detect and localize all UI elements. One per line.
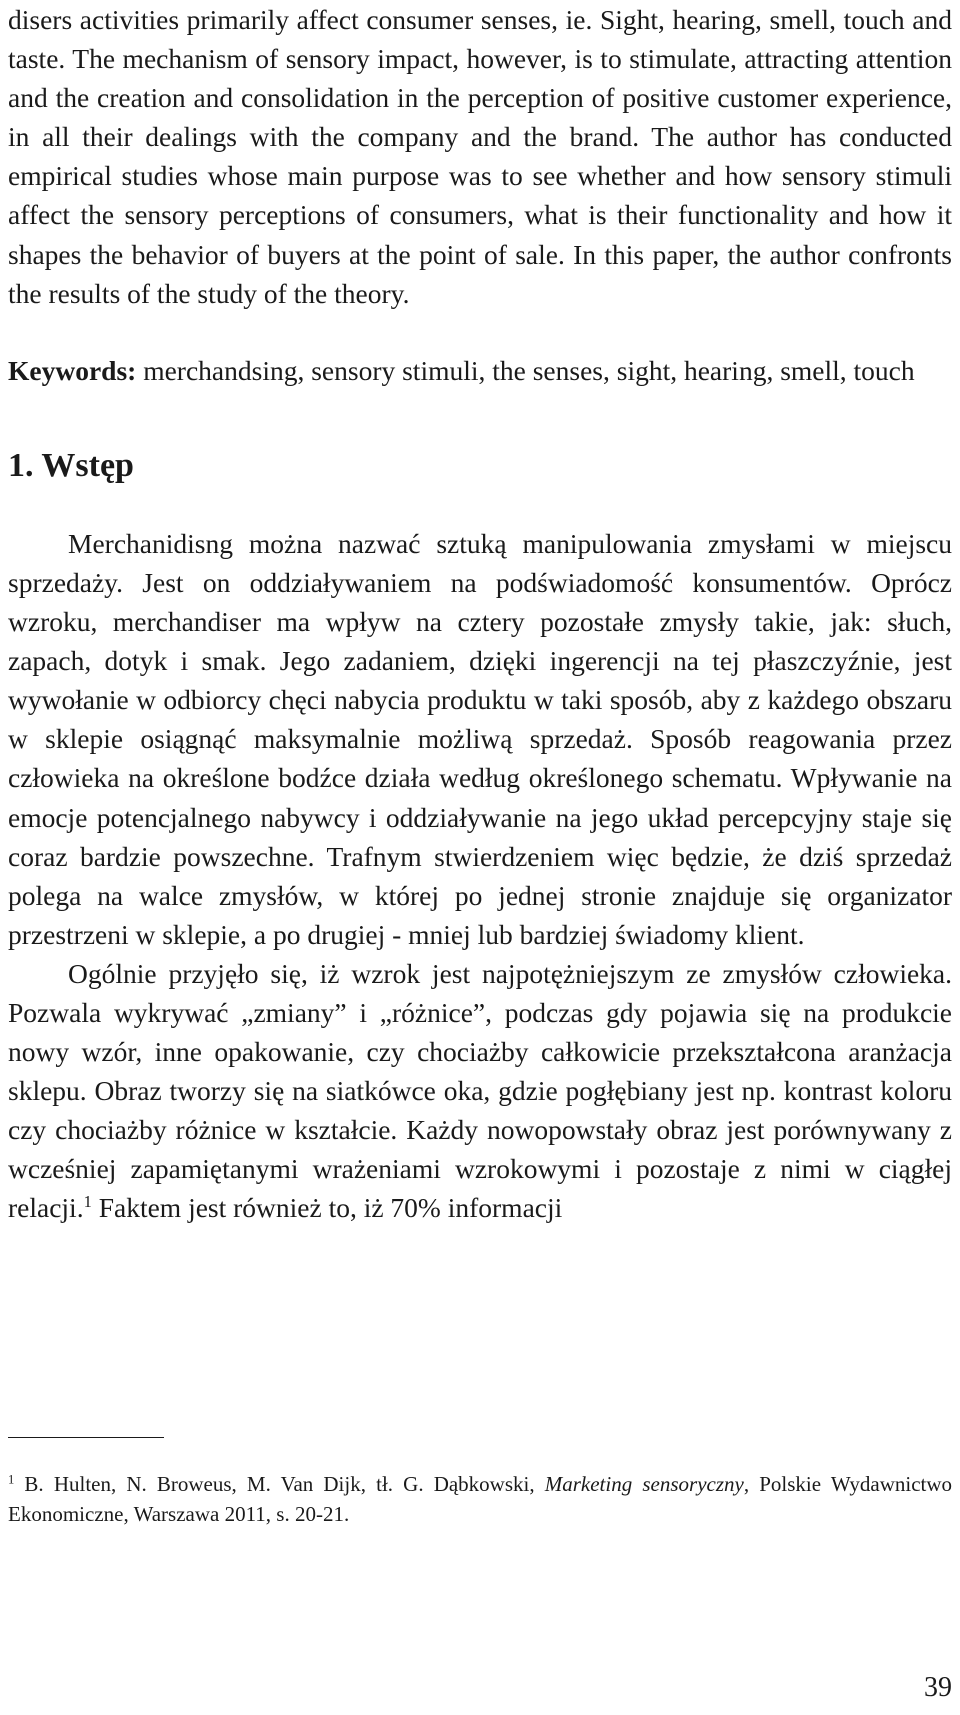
footnote-book-title: Marketing sensoryczny [544, 1472, 744, 1496]
footnote-text-before-title: B. Hulten, N. Broweus, M. Van Dijk, tł. G. Dąbkowski, [14, 1472, 545, 1496]
body-paragraph-2 [8, 954, 952, 1228]
footnote-separator [8, 1437, 164, 1438]
footnote-text-after-title: , Polskie Wydawnictwo Ekonomiczne, Warszawa 2011, s. 20-21. [8, 1472, 953, 1526]
paragraph-2-text-after-ref: Faktem jest również to, iż 70% informacji [91, 1192, 563, 1224]
body-paragraph-1 [8, 524, 952, 954]
footnote-reference: 1 [83, 1192, 92, 1212]
keywords-text: merchandsing, sensory stimuli, the senses, sight, hearing, smell, touch [136, 354, 915, 386]
footnote [8, 1469, 952, 1529]
page-number: 39 [924, 1672, 952, 1703]
paragraph-1-text: Merchanidisng można nazwać sztuką manipulowania zmysłami w miejscu sprzedaży. Jest on oddziaływaniem na podświadomość konsumentów. Oprócz wzroku, merchandiser ma wpływ na cztery pozostałe zmysły takie, jak: słuch, zapach, dotyk i smak. Jego zadaniem, dzięki ingerencji na tej płaszczyźnie, jest wywołanie w odbiorcy chęci nabycia produktu w taki sposób, aby z każdego obszaru w sklepie osiągnąć maksymalnie możliwą sprzedaż. Sposób reagowania przez człowieka na określone bodźce działa według określonego schematu. Wpływanie na emocje potencjalnego nabywcy i oddziaływanie na jego układ percepcyjny staje się coraz bardzie powszechne. Trafnym stwierdzeniem więc będzie, że dziś sprzedaż polega na walce zmysłów, w której po jednej stronie znajduje się organizator przestrzeni w sklepie, a po drugiej - mniej lub bardziej świadomy klient. [8, 527, 952, 950]
abstract-paragraph [8, 0, 952, 313]
keywords-label: Keywords: [8, 354, 137, 386]
abstract-text: disers activities primarily affect consumer senses, ie. Sight, hearing, smell, touch and taste. The mechanism of sensory impact, however, is to stimulate, attracting attention and the creation and consolidation in the perception of positive customer experience, in all their dealings with the company and the brand. The author has conducted empirical studies whose main purpose was to see whether and how sensory stimuli affect the sensory perceptions of consumers, what is their functionality and how it shapes the behavior of buyers at the point of sale. In this paper, the author confronts the results of the study of the theory. [8, 4, 952, 309]
footnote-marker: 1 [8, 1472, 15, 1487]
paragraph-2-text-before-ref: Ogólnie przyjęło się, iż wzrok jest najpotężniejszym ze zmysłów człowieka. Pozwala wykrywać „zmiany” i „różnice”, podczas gdy pojawia się na produkcie nowy wzór, inne opakowanie, czy chociażby całkowicie przekształcona aranżacja sklepu. Obraz tworzy się na siatkówce oka, gdzie pogłębiany jest np. kontrast koloru czy chociażby różnice w kształcie. Każdy nowopowstały obraz jest porównywany z wcześniej zapamiętanymi wrażeniami wzrokowymi i pozostaje z nimi w ciągłej relacji. [8, 957, 952, 1224]
keywords-line [8, 351, 952, 390]
section-heading: 1. Wstęp [8, 446, 134, 484]
